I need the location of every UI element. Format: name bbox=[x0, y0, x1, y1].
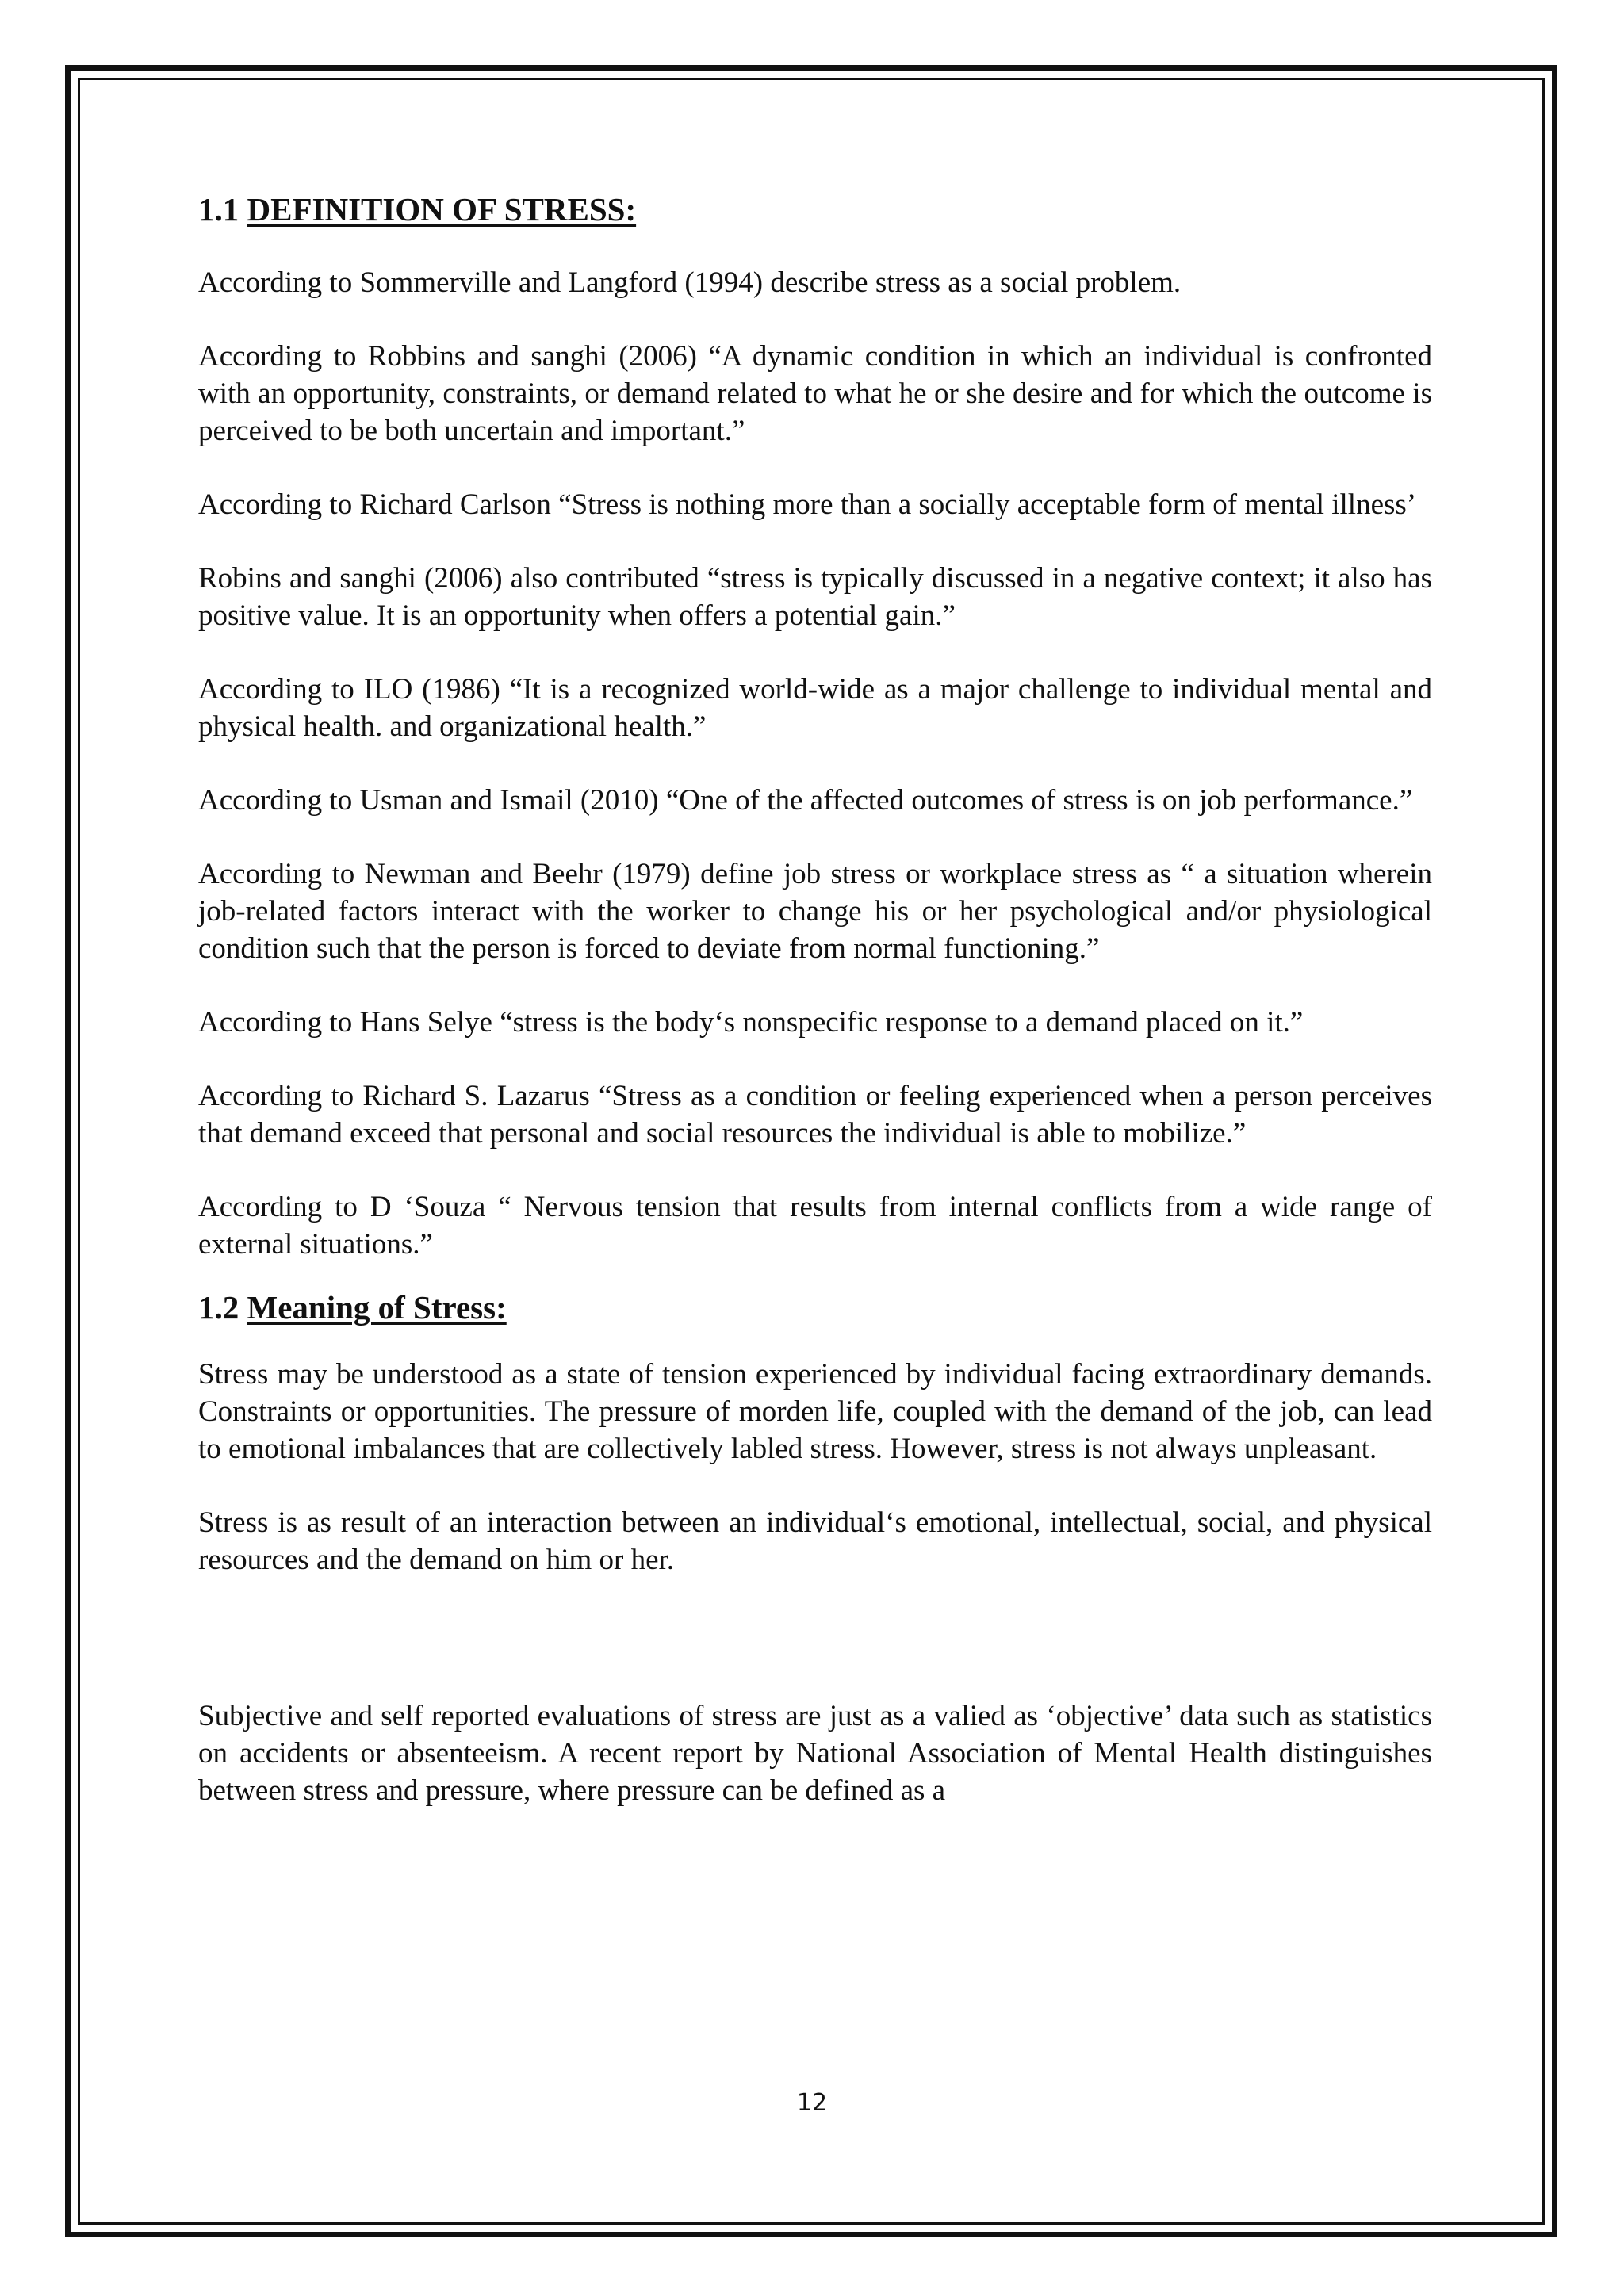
paragraph: According to D ‘Souza “ Nervous tension that results from internal conflicts from a wide range of external situations.” bbox=[198, 1191, 1432, 1261]
paragraph: According to Newman and Beehr (1979) define job stress or workplace stress as “ a situation wherein job-related factors interact with the worker to change his or her psychological and/or physiological condition such that the person is forced to deviate from normal functioning.” bbox=[198, 858, 1432, 966]
paragraph: Stress may be understood as a state of tension experienced by individual facing extraordinary demands. Constraints or opportunities. The pressure of morden life, coupled with the demand of the job, can lead to emotional imbalances that are collectively labled stress. However, stress is not always unpleasant. bbox=[198, 1358, 1432, 1466]
paragraph: Robins and sanghi (2006) also contributed “stress is typically discussed in a negative context; it also has positive value. It is an opportunity when offers a potential gain.” bbox=[198, 562, 1432, 633]
paragraph: According to Usman and Ismail (2010) “One of the affected outcomes of stress is on job performance.” bbox=[198, 784, 1413, 817]
paragraph: Subjective and self reported evaluations of stress are just as a valied as ‘objective’ data such as statistics on accidents or absenteeism. A recent report by National Association of Mental Health distinguishes between stress and pressure, where pressure can be defined as a bbox=[198, 1700, 1432, 1808]
paragraph: According to Richard S. Lazarus “Stress as a condition or feeling experienced when a person perceives that demand exceed that personal and social resources the individual is able to mobilize.” bbox=[198, 1080, 1432, 1150]
paragraph: According to Hans Selye “stress is the body‘s nonspecific response to a demand placed on it.” bbox=[198, 1006, 1304, 1039]
page-content bbox=[198, 190, 1432, 1846]
paragraph: According to Richard Carlson “Stress is nothing more than a socially acceptable form of mental illness’ bbox=[198, 488, 1417, 522]
paragraph: According to ILO (1986) “It is a recognized world-wide as a major challenge to individual mental and physical health. and organizational health.” bbox=[198, 673, 1432, 744]
section-heading-meaning bbox=[198, 1288, 1432, 1327]
section-heading-definition bbox=[198, 190, 1432, 229]
section-number: 1.2 bbox=[198, 1289, 239, 1326]
page-number: 12 bbox=[796, 2089, 828, 2117]
paragraph: According to Sommerville and Langford (1994) describe stress as a social problem. bbox=[198, 266, 1182, 300]
paragraph: Stress is as result of an interaction between an individual‘s emotional, intellectual, social, and physical resources and the demand on him or her. bbox=[198, 1506, 1432, 1577]
section-title: Meaning of Stress: bbox=[247, 1289, 507, 1326]
section-title: DEFINITION OF STRESS: bbox=[247, 191, 637, 228]
paragraph: According to Robbins and sanghi (2006) “A dynamic condition in which an individual is confronted with an opportunity, constraints, or demand related to what he or she desire and for which the outcome is perceived to be both uncertain and important.” bbox=[198, 340, 1432, 448]
section-number: 1.1 bbox=[198, 191, 239, 228]
